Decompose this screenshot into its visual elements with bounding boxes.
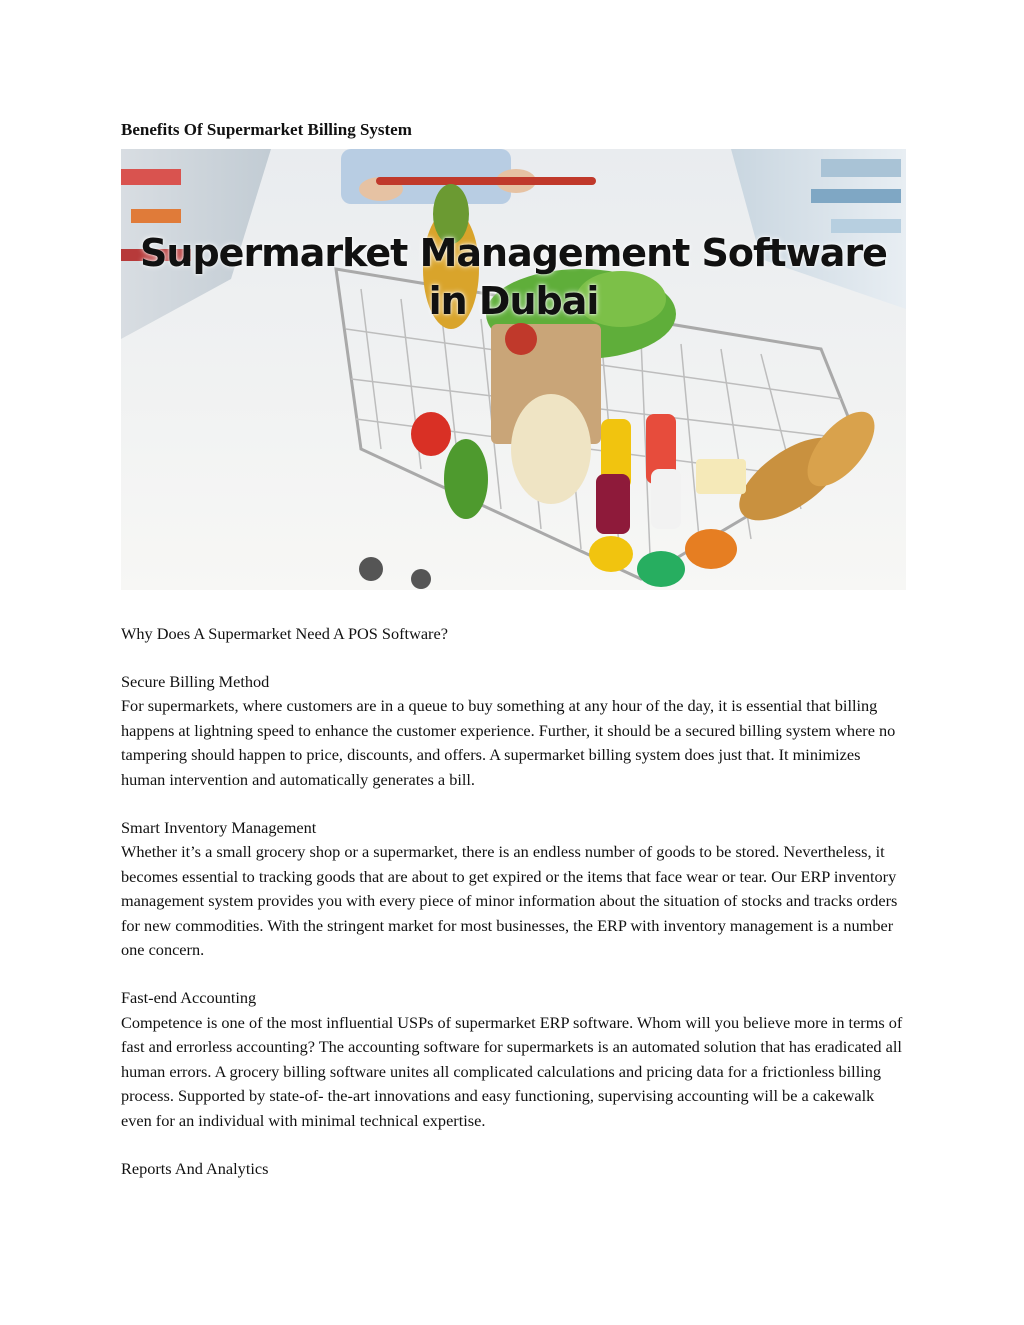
section-heading: Fast-end Accounting bbox=[121, 988, 257, 1008]
section-body: For supermarkets, where customers are in a queue to buy something at any hour of the day, it is essential that billing happens at lightning speed to enhance the customer experience. Further, it should be a secured billing system where no tampering should happen to price, discounts, and offers. A supermarket billing system does just that. It minimizes human intervention and automatically generates a bill. bbox=[121, 696, 896, 789]
hero-caption-line2: in Dubai bbox=[428, 279, 599, 323]
hero-caption bbox=[121, 229, 906, 325]
question-heading: Why Does A Supermarket Need A POS Software? bbox=[121, 624, 448, 643]
document-page bbox=[121, 118, 906, 1181]
shopping-cart-photo bbox=[121, 149, 906, 590]
section-fast-end-accounting bbox=[121, 986, 906, 1132]
section-heading: Reports And Analytics bbox=[121, 1158, 269, 1178]
section-reports-analytics bbox=[121, 1157, 906, 1181]
section-heading: Smart Inventory Management bbox=[121, 818, 317, 838]
section-heading: Secure Billing Method bbox=[121, 672, 270, 691]
section-inventory-management bbox=[121, 816, 906, 962]
document-title: Benefits Of Supermarket Billing System bbox=[121, 120, 412, 139]
section-secure-billing bbox=[121, 670, 906, 792]
section-body: Whether it’s a small grocery shop or a supermarket, there is an endless number of goods to be stored. Nevertheless, it becomes essential to tracking goods that are about to get expired or the items that face wear or tear. Our ERP inventory management system provides you with every piece of minor information about the situation of stocks and tracks orders for new commodities. With the stringent market for most businesses, the ERP with inventory management is a number one concern. bbox=[121, 842, 898, 960]
hero-caption-line1: Supermarket Management Software bbox=[140, 231, 887, 275]
section-body: Competence is one of the most influential USPs of supermarket ERP software. Whom will you believe more in terms of fast and errorless accounting? The accounting software for supermarkets is an automated solution that has eradicated all human errors. A grocery billing software unites all complicated calculations and pricing data for a frictionless billing process. Supported by state-of- the-art innovations and easy functioning, supervising accounting will be a cakewalk even for an individual with minimal technical expertise. bbox=[121, 1012, 903, 1130]
hero-image bbox=[121, 149, 906, 590]
